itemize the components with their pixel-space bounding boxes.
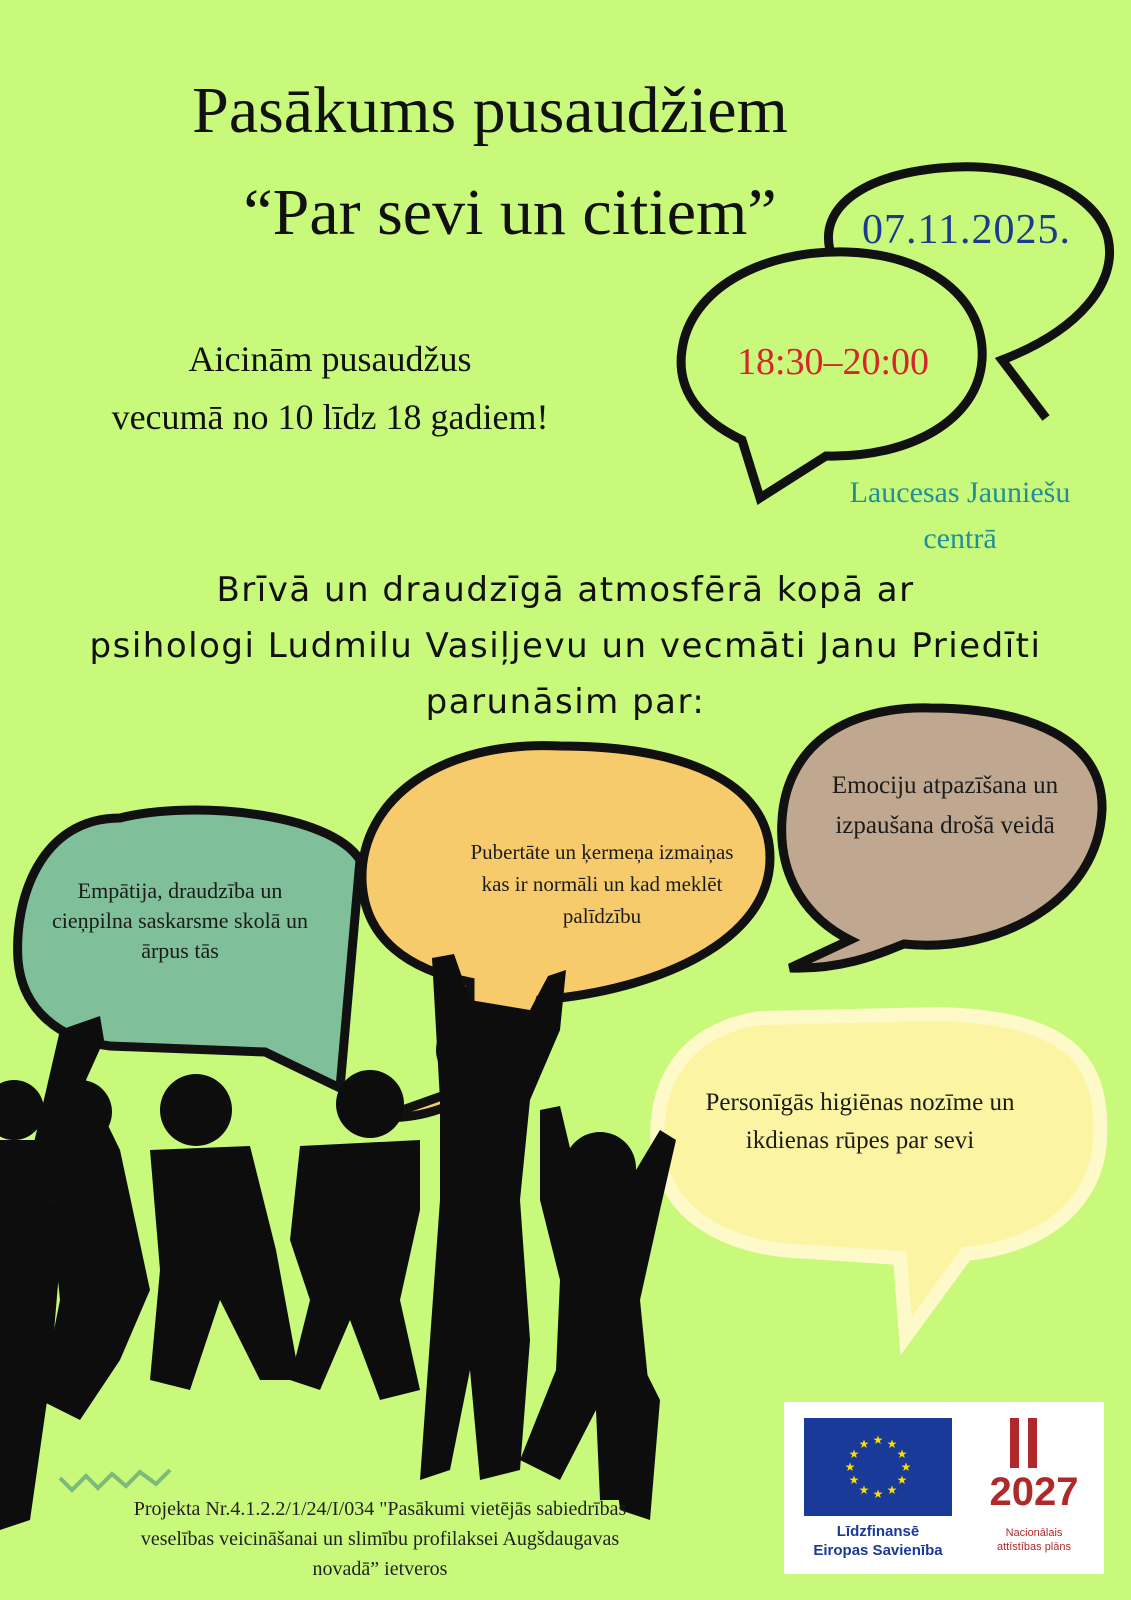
topic-emotions <box>790 766 1100 846</box>
project-footer <box>60 1494 700 1584</box>
topic-puberty-line: Pubertāte un ķermeņa izmaiņas <box>470 840 734 864</box>
invitation-text <box>40 330 620 446</box>
topic-empathy <box>15 876 345 966</box>
intro-line2: psihologi Ludmilu Vasiļjevu un vecmāti Janu Priedīti <box>89 626 1042 666</box>
topic-emotions-line: Emociju atpazīšana un <box>831 772 1059 799</box>
topic-puberty-line: palīdzību <box>562 904 642 928</box>
nap-bars-icon <box>970 1418 1098 1478</box>
intro-line3: parunāsim par: <box>425 682 706 722</box>
page-title-line1: Pasākums pusaudžiem <box>192 74 788 147</box>
eu-caption-line1: Līdzfinansē <box>836 1523 920 1540</box>
event-date: 07.11.2025. <box>862 207 1071 253</box>
svg-text:★: ★ <box>872 1487 884 1501</box>
place-line2: centrā <box>923 522 997 555</box>
svg-text:★: ★ <box>886 1437 898 1451</box>
nap-caption <box>970 1526 1098 1554</box>
hygiene-bubble <box>657 1014 1100 1336</box>
nap-year: 2027 <box>989 1470 1079 1514</box>
footer-line3: novadā” ietveros <box>312 1558 448 1580</box>
svg-text:★: ★ <box>848 1473 860 1487</box>
intro-text <box>40 562 1091 730</box>
invitation-line1: Aicinām pusaudžus <box>188 339 472 379</box>
eu-flag-icon <box>804 1418 952 1516</box>
svg-text:★: ★ <box>872 1433 884 1447</box>
invitation-line2: vecumā no 10 līdz 18 gadiem! <box>111 397 549 437</box>
nap-caption-line1: Nacionālais <box>1005 1527 1063 1539</box>
nap-caption-line2: attīstības plāns <box>997 1541 1071 1553</box>
intro-line1: Brīvā un draudzīgā atmosfērā kopā ar <box>216 570 915 610</box>
eu-stars-icon <box>804 1418 952 1516</box>
footer-line2: veselības veicināšanai un slimību profilaksei Augšdaugavas <box>140 1528 620 1550</box>
svg-text:★: ★ <box>900 1460 912 1474</box>
svg-text:★: ★ <box>844 1460 856 1474</box>
svg-text:★: ★ <box>886 1483 898 1497</box>
topic-empathy-line: cieņpilna saskarsme skolā un <box>52 908 308 933</box>
event-time: 18:30–20:00 <box>736 341 930 383</box>
svg-text:★: ★ <box>858 1483 870 1497</box>
topic-hygiene-line: ikdienas rūpes par sevi <box>745 1127 975 1154</box>
svg-text:★: ★ <box>896 1447 908 1461</box>
topic-hygiene-line: Personīgās higiēnas nozīme un <box>705 1089 1015 1116</box>
svg-text:★: ★ <box>896 1473 908 1487</box>
topic-empathy-line: ārpus tās <box>141 938 219 963</box>
topic-empathy-line: Empātija, draudzība un <box>77 878 283 903</box>
topic-hygiene <box>670 1084 1050 1160</box>
nap-logo <box>970 1418 1098 1553</box>
place-line1: Laucesas Jauniešu <box>849 476 1071 509</box>
svg-text:★: ★ <box>858 1437 870 1451</box>
topic-puberty <box>432 836 772 932</box>
topic-emotions-line: izpaušana drošā veidā <box>835 812 1055 839</box>
watermark-mark <box>60 1470 170 1490</box>
eu-caption-line2: Eiropas Savienība <box>813 1542 943 1559</box>
event-place <box>800 470 1120 562</box>
eu-caption <box>792 1522 964 1560</box>
page-title-line2: “Par sevi un citiem” <box>243 176 777 249</box>
topic-puberty-line: kas ir normāli un kad meklēt <box>481 872 723 896</box>
footer-line1: Projekta Nr.4.1.2.2/1/24/I/034 "Pasākumi vietējās sabiedrības <box>133 1498 627 1520</box>
svg-text:★: ★ <box>848 1447 860 1461</box>
funding-logos <box>784 1402 1104 1574</box>
